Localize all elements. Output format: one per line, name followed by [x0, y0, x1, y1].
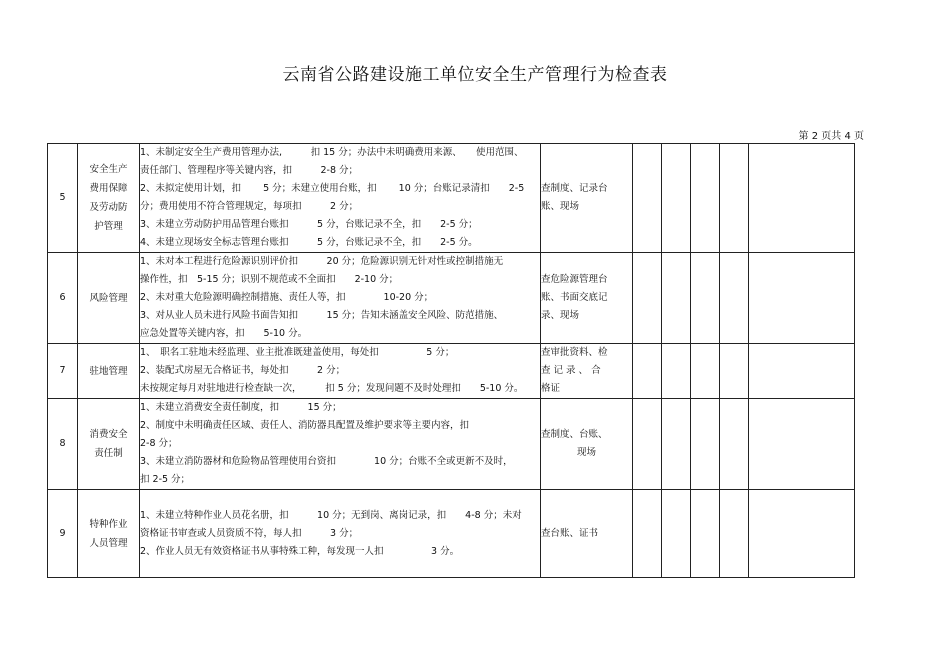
- method-line: 账、现场: [541, 201, 580, 212]
- remark-cell: [749, 490, 855, 578]
- method-line: 录、现场: [541, 310, 580, 321]
- check-item: [78, 253, 140, 344]
- check-item-line: 人员管理: [89, 537, 128, 549]
- table-row: [48, 490, 855, 578]
- method-line: 查制度、记录台: [541, 183, 608, 194]
- criteria-line: 2、制度中未明确责任区域、责任人、消防器具配置及维护要求等主要内容，扣: [140, 420, 470, 431]
- check-item: [78, 399, 140, 490]
- score-cell: [662, 399, 691, 490]
- score-cell: [633, 344, 662, 399]
- check-method: [541, 344, 633, 399]
- score-cell: [720, 490, 749, 578]
- score-cell: [633, 253, 662, 344]
- check-criteria: [140, 399, 541, 490]
- score-cell: [720, 344, 749, 399]
- table-row: [48, 253, 855, 344]
- row-number: 8: [48, 399, 78, 490]
- criteria-line: 责任部门、管理程序等关键内容，扣 2-8 分；: [140, 165, 359, 176]
- check-criteria: [140, 144, 541, 253]
- check-criteria: [140, 490, 541, 578]
- check-item: [78, 344, 140, 399]
- criteria-line: 3、未建立劳动防护用品管理台账扣 5 分，台账记录不全，扣 2-5 分；: [140, 219, 478, 230]
- score-cell: [720, 253, 749, 344]
- score-cell: [691, 490, 720, 578]
- check-item-line: 及劳动防: [89, 202, 128, 213]
- check-method: [541, 253, 633, 344]
- criteria-line: 1、未对本工程进行危险源识别评价扣 20 分；危险源识别无针对性或控制措施无: [140, 256, 504, 267]
- score-cell: [662, 490, 691, 578]
- table-row: [48, 144, 855, 253]
- criteria-line: 1、 职名工驻地未经监理、业主批准既建盖使用，每处扣 5 分；: [140, 347, 455, 358]
- method-line: 查危险源管理台: [541, 274, 608, 285]
- row-number: 9: [48, 490, 78, 578]
- check-method: [541, 490, 633, 578]
- method-line: 格证: [541, 383, 561, 394]
- criteria-line: 分；费用使用不符合管理规定，每项扣 2 分；: [140, 201, 359, 212]
- criteria-line: 2、未对重大危险源明确控制措施、责任人等，扣 10-20 分；: [140, 292, 434, 303]
- check-criteria: [140, 253, 541, 344]
- table-row: [48, 344, 855, 399]
- criteria-line: 1、未建立消费安全责任制度，扣 15 分；: [140, 402, 342, 413]
- criteria-line: 2、作业人员无有效资格证书从事特殊工种，每发现一人扣 3 分。: [140, 545, 460, 557]
- score-cell: [691, 144, 720, 253]
- criteria-line: 2、未拟定使用计划，扣 5 分；未建立使用台账，扣 10 分；台账记录清扣 2-5: [140, 183, 525, 194]
- score-cell: [662, 144, 691, 253]
- score-cell: [720, 144, 749, 253]
- check-item-line: 费用保障: [89, 183, 128, 194]
- table-row: [48, 399, 855, 490]
- method-line: 查制度、台账、: [541, 429, 608, 440]
- criteria-line: 资格证书审查或人员资质不符，每人扣 3 分；: [140, 527, 359, 539]
- criteria-line: 3、对从业人员未进行风险书面告知扣 15 分；告知未涵盖安全风险、防范措施、: [140, 310, 504, 321]
- method-line: 查台账、证书: [541, 527, 599, 539]
- table-body: [48, 144, 855, 578]
- row-number: 7: [48, 344, 78, 399]
- check-item-line: 消费安全: [89, 429, 128, 440]
- check-item-line: 风险管理: [89, 292, 128, 304]
- check-item: [78, 144, 140, 253]
- remark-cell: [749, 344, 855, 399]
- criteria-line: 3、未建立消防器材和危险物品管理使用台资扣 10 分；台账不全或更新不及时，: [140, 456, 513, 467]
- criteria-line: 2-8 分；: [140, 438, 178, 449]
- score-cell: [691, 253, 720, 344]
- remark-cell: [749, 253, 855, 344]
- criteria-line: 2、装配式房屋无合格证书，每处扣 2 分；: [140, 365, 346, 376]
- score-cell: [633, 490, 662, 578]
- criteria-line: 应急处置等关键内容，扣 5-10 分。: [140, 328, 308, 339]
- check-criteria: [140, 344, 541, 399]
- criteria-line: 1、未制定安全生产费用管理办法, 扣 15 分；办法中未明确费用来源、 使用范围、: [140, 147, 524, 158]
- criteria-line: 操作性，扣 5-15 分；识别不规范或不全面扣 2-10 分；: [140, 274, 399, 285]
- criteria-line: 扣 2-5 分；: [140, 474, 191, 485]
- score-cell: [662, 344, 691, 399]
- check-item-line: 特种作业: [89, 518, 128, 530]
- criteria-line: 4、未建立现场安全标志管理台账扣 5 分，台账记录不全，扣 2-5 分。: [140, 237, 478, 248]
- check-item-line: 驻地管理: [89, 365, 128, 377]
- score-cell: [662, 253, 691, 344]
- page-title: 云南省公路建设施工单位安全生产管理行为检查表: [282, 65, 668, 85]
- remark-cell: [749, 144, 855, 253]
- method-line: 查审批资料、检: [541, 347, 608, 358]
- score-cell: [633, 399, 662, 490]
- criteria-line: 未按规定每月对驻地进行检查缺一次， 扣 5 分；发现问题不及时处理扣 5-10 分。: [140, 383, 524, 394]
- score-cell: [691, 344, 720, 399]
- check-item: [78, 490, 140, 578]
- check-item-line: 责任制: [94, 448, 123, 459]
- method-line: 账、书面交底记: [541, 292, 608, 303]
- check-item-line: 安全生产: [89, 164, 128, 175]
- method-line: 查 记 录 、 合: [541, 365, 601, 376]
- page-number: 第 2 页共 4 页: [798, 131, 864, 142]
- criteria-line: 1、未建立特种作业人员花名册，扣 10 分；无到岗、离岗记录，扣 4-8 分；未对: [140, 509, 522, 521]
- row-number: 6: [48, 253, 78, 344]
- check-item-line: 护管理: [94, 221, 123, 232]
- check-method: [541, 144, 633, 253]
- remark-cell: [749, 399, 855, 490]
- method-line: 现场: [576, 447, 596, 458]
- score-cell: [633, 144, 662, 253]
- check-method: [541, 399, 633, 490]
- row-number: 5: [48, 144, 78, 253]
- score-cell: [720, 399, 749, 490]
- inspection-table: [47, 143, 855, 578]
- score-cell: [691, 399, 720, 490]
